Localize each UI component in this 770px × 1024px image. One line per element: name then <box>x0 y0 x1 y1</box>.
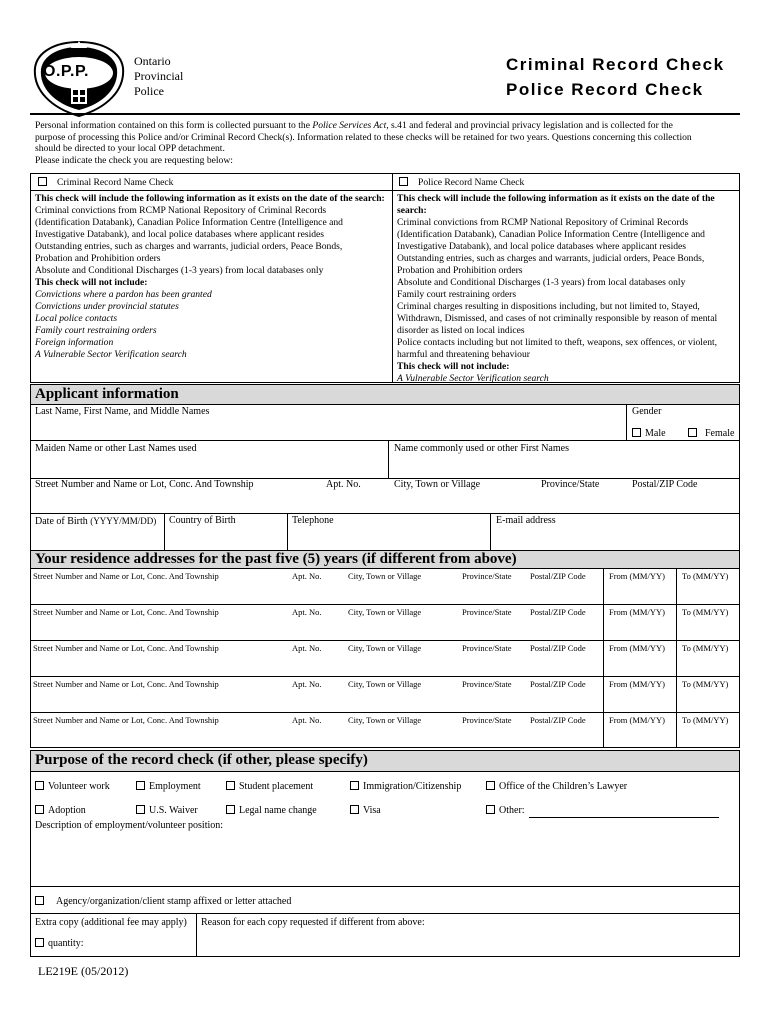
form-number: LE219E (05/2012) <box>38 964 129 978</box>
res-apt-label: Apt. No. <box>292 643 322 653</box>
residence-row-rule <box>30 604 740 605</box>
residence-col-divider <box>676 676 677 712</box>
res-city-label: City, Town or Village <box>348 715 422 725</box>
check-divider <box>392 173 393 383</box>
other-option[interactable] <box>486 805 525 817</box>
criminal-exclude-line: Family court restraining orders <box>35 325 157 336</box>
maiden-name-field[interactable] <box>33 456 383 474</box>
childrens-lawyer-label: Office of the Children’s Lawyer <box>499 781 628 792</box>
res-apt-label: Apt. No. <box>292 715 322 725</box>
residence-address-field[interactable] <box>33 655 733 673</box>
stamp-option[interactable] <box>35 896 291 908</box>
other-specify-line[interactable] <box>529 817 719 818</box>
address-field[interactable] <box>33 492 733 510</box>
dob-label-text: Date of Birth <box>35 516 91 527</box>
row-rule <box>30 513 740 514</box>
res-to-label: To (MM/YY) <box>682 607 729 617</box>
res-city-label: City, Town or Village <box>348 643 422 653</box>
privacy-text-4: Please indicate the check you are requesting below: <box>35 154 233 166</box>
student-placement-label: Student placement <box>239 781 314 792</box>
phone-divider <box>490 513 491 551</box>
criminal-include-head: This check will include the following information as it exists on the date of the search: <box>35 193 385 204</box>
childrens-lawyer-option[interactable] <box>486 781 627 793</box>
police-line: Outstanding entries, such as charges and warrants, judicial orders, Peace Bonds, <box>397 253 705 264</box>
student-placement-checkbox[interactable] <box>226 781 235 790</box>
police-line: Criminal charges resulting in dispositions including, but not limited to, Stayed, <box>397 301 700 312</box>
criminal-line: Absolute and Conditional Discharges (1-3 years) from local databases only <box>35 265 324 276</box>
dob-divider <box>164 513 165 551</box>
quantity-label: quantity: <box>48 938 84 949</box>
police-exclude-line: A Vulnerable Sector Verification search <box>397 373 549 384</box>
reason-field[interactable] <box>200 931 734 953</box>
common-name-field[interactable] <box>392 456 736 474</box>
female-checkbox[interactable] <box>688 428 697 437</box>
criminal-record-checkbox[interactable] <box>38 177 47 186</box>
res-to-label: To (MM/YY) <box>682 643 729 653</box>
privacy-notice <box>35 120 740 166</box>
legal-name-label: Legal name change <box>239 805 317 816</box>
immigration-checkbox[interactable] <box>350 781 359 790</box>
country-field[interactable] <box>167 530 284 548</box>
check-header-rule <box>30 190 740 191</box>
res-province-label: Province/State <box>462 643 512 653</box>
criminal-line: Outstanding entries, such as charges and warrants, judicial orders, Peace Bonds, <box>35 241 343 252</box>
res-from-label: From (MM/YY) <box>609 571 665 581</box>
res-postal-label: Postal/ZIP Code <box>530 607 586 617</box>
res-postal-label: Postal/ZIP Code <box>530 643 586 653</box>
name-divider <box>388 440 389 478</box>
employment-label: Employment <box>149 781 201 792</box>
residence-col-divider <box>676 604 677 640</box>
res-province-label: Province/State <box>462 679 512 689</box>
res-province-label: Province/State <box>462 715 512 725</box>
res-street-label: Street Number and Name or Lot, Conc. And Township <box>33 679 219 689</box>
org-line-2: Provincial <box>134 69 184 83</box>
criminal-exclude-line: Convictions where a pardon has been granted <box>35 289 212 300</box>
res-street-label: Street Number and Name or Lot, Conc. And Township <box>33 571 219 581</box>
postal-label: Postal/ZIP Code <box>632 479 698 490</box>
description-label: Description of employment/volunteer position: <box>35 820 224 831</box>
res-province-label: Province/State <box>462 607 512 617</box>
country-divider <box>287 513 288 551</box>
police-line: disorder as listed on local indices <box>397 325 525 336</box>
res-from-label: From (MM/YY) <box>609 607 665 617</box>
maiden-name-label: Maiden Name or other Last Names used <box>35 443 197 454</box>
residence-col-divider <box>676 712 677 748</box>
residence-col-divider <box>603 712 604 748</box>
criminal-record-label: Criminal Record Name Check <box>57 177 174 188</box>
police-exclude-head: This check will not include: <box>397 361 510 372</box>
us-waiver-label: U.S. Waiver <box>149 805 198 816</box>
extra-copy-label: Extra copy (additional fee may apply) <box>35 917 187 928</box>
applicant-heading-text: Applicant information <box>35 386 179 402</box>
residence-col-divider <box>676 640 677 676</box>
street-label: Street Number and Name or Lot, Conc. And Township <box>35 479 254 490</box>
org-line-3: Police <box>134 84 164 98</box>
criminal-line: (Identification Databank), Canadian Police Information Centre (Intelligence and <box>35 217 343 228</box>
full-name-field[interactable] <box>33 420 623 438</box>
res-to-label: To (MM/YY) <box>682 571 729 581</box>
res-postal-label: Postal/ZIP Code <box>530 715 586 725</box>
female-label: Female <box>705 428 735 439</box>
city-label: City, Town or Village <box>394 479 481 490</box>
criminal-exclude-head: This check will not include: <box>35 277 148 288</box>
quantity-option[interactable] <box>35 938 84 950</box>
police-line: Probation and Prohibition orders <box>397 265 523 276</box>
visa-label: Visa <box>363 805 381 816</box>
immigration-label: Immigration/Citizenship <box>363 781 462 792</box>
adoption-option[interactable] <box>35 805 86 817</box>
residence-address-field[interactable] <box>33 619 733 637</box>
police-check-details <box>397 193 737 385</box>
police-line: harmful and threatening behaviour <box>397 349 530 360</box>
res-street-label: Street Number and Name or Lot, Conc. And Township <box>33 607 219 617</box>
privacy-text-1b: , s.41 and federal and provincial privacy legislation and is collected for the <box>386 120 673 131</box>
us-waiver-checkbox[interactable] <box>136 805 145 814</box>
res-city-label: City, Town or Village <box>348 607 422 617</box>
stamp-label: Agency/organization/client stamp affixed or letter attached <box>56 896 292 907</box>
reason-label: Reason for each copy requested if different from above: <box>201 917 425 928</box>
volunteer-option[interactable] <box>35 781 110 793</box>
criminal-check-details <box>35 193 387 361</box>
res-street-label: Street Number and Name or Lot, Conc. And Township <box>33 643 219 653</box>
adoption-label: Adoption <box>48 805 86 816</box>
police-line: Withdrawn, Dismissed, and cases of not criminally responsible by reason of mental <box>397 313 718 324</box>
other-checkbox[interactable] <box>486 805 495 814</box>
employment-checkbox[interactable] <box>136 781 145 790</box>
residence-heading-text: Your residence addresses for the past five (5) years (if different from above) <box>35 551 517 567</box>
residence-section-heading <box>30 550 740 569</box>
police-line: (Identification Databank), Canadian Police Information Centre (Intelligence and <box>397 229 705 240</box>
criminal-exclude-line: A Vulnerable Sector Verification search <box>35 349 187 360</box>
purpose-rule <box>30 886 740 887</box>
purpose-heading-text: Purpose of the record check (if other, please specify) <box>35 752 368 768</box>
logo-text: O.P.P. <box>43 63 89 80</box>
privacy-text-2: purpose of processing this Police and/or Criminal Record Check(s). Information related to these checks will be retained for two years. Questions concerning this collection <box>35 131 692 143</box>
header-rule <box>30 113 740 115</box>
residence-col-divider <box>603 640 604 676</box>
adoption-checkbox[interactable] <box>35 805 44 814</box>
male-checkbox[interactable] <box>632 428 641 437</box>
visa-checkbox[interactable] <box>350 805 359 814</box>
residence-address-field[interactable] <box>33 727 733 745</box>
res-apt-label: Apt. No. <box>292 607 322 617</box>
res-from-label: From (MM/YY) <box>609 715 665 725</box>
email-field[interactable] <box>493 530 737 548</box>
res-postal-label: Postal/ZIP Code <box>530 679 586 689</box>
privacy-text-1a: Personal information contained on this form is collected pursuant to the <box>35 120 313 131</box>
title-police-record-check: Police Record Check <box>506 80 704 99</box>
gender-label: Gender <box>632 406 662 417</box>
police-line: Absolute and Conditional Discharges (1-3 years) from local databases only <box>397 277 686 288</box>
childrens-lawyer-checkbox[interactable] <box>486 781 495 790</box>
residence-col-divider <box>603 676 604 712</box>
res-from-label: From (MM/YY) <box>609 643 665 653</box>
quantity-checkbox[interactable] <box>35 938 44 947</box>
criminal-line: Investigative Databank), and local police databases where applicant resides <box>35 229 325 240</box>
telephone-field[interactable] <box>290 530 487 548</box>
male-label: Male <box>645 428 666 439</box>
extra-copy-divider <box>196 913 197 957</box>
residence-col-divider <box>603 604 604 640</box>
purpose-section-heading <box>30 750 740 772</box>
criminal-exclude-line: Local police contacts <box>35 313 118 324</box>
res-to-label: To (MM/YY) <box>682 715 729 725</box>
immigration-option[interactable] <box>350 781 461 793</box>
criminal-record-check-option[interactable] <box>38 177 173 189</box>
police-services-act: Police Services Act <box>312 120 387 131</box>
residence-col-divider <box>603 568 604 604</box>
telephone-label: Telephone <box>292 515 334 526</box>
residence-row-rule <box>30 640 740 641</box>
visa-option[interactable] <box>350 805 381 817</box>
org-line-1: Ontario <box>134 54 171 68</box>
res-street-label: Street Number and Name or Lot, Conc. And Township <box>33 715 219 725</box>
gender-male-option[interactable] <box>632 428 666 440</box>
criminal-exclude-line: Convictions under provincial statutes <box>35 301 179 312</box>
legal-name-checkbox[interactable] <box>226 805 235 814</box>
res-apt-label: Apt. No. <box>292 679 322 689</box>
gender-female-option[interactable] <box>688 428 734 440</box>
gender-divider <box>626 404 627 440</box>
police-line: Family court restraining orders <box>397 289 517 300</box>
common-name-label: Name commonly used or other First Names <box>394 443 569 454</box>
apt-label: Apt. No. <box>326 479 361 490</box>
employment-option[interactable] <box>136 781 201 793</box>
criminal-line: Criminal convictions from RCMP National Repository of Criminal Records <box>35 205 327 216</box>
description-field[interactable] <box>33 834 733 882</box>
police-include-head: This check will include the following information as it exists on the date of the search: <box>397 193 715 216</box>
res-to-label: To (MM/YY) <box>682 679 729 689</box>
res-city-label: City, Town or Village <box>348 679 422 689</box>
other-label: Other: <box>499 805 525 816</box>
email-label: E-mail address <box>496 515 556 526</box>
dob-label <box>35 515 156 528</box>
res-apt-label: Apt. No. <box>292 571 322 581</box>
police-line: Criminal convictions from RCMP National Repository of Criminal Records <box>397 217 689 228</box>
residence-address-field[interactable] <box>33 583 733 601</box>
country-of-birth-label: Country of Birth <box>169 515 236 526</box>
res-postal-label: Postal/ZIP Code <box>530 571 586 581</box>
privacy-text-3: should be directed to your local OPP detachment. <box>35 143 225 154</box>
province-label: Province/State <box>541 479 600 490</box>
residence-row-rule <box>30 676 740 677</box>
us-waiver-option[interactable] <box>136 805 198 817</box>
legal-name-change-option[interactable] <box>226 805 317 817</box>
police-line: Police contacts including but not limited to theft, weapons, sex offences, or violent, <box>397 337 718 348</box>
residence-row-rule <box>30 712 740 713</box>
title-criminal-record-check: Criminal Record Check <box>506 55 725 74</box>
volunteer-label: Volunteer work <box>48 781 110 792</box>
res-province-label: Province/State <box>462 571 512 581</box>
purpose-rule <box>30 913 740 914</box>
applicant-section-heading <box>30 384 740 405</box>
volunteer-checkbox[interactable] <box>35 781 44 790</box>
residence-col-divider <box>676 568 677 604</box>
residence-address-field[interactable] <box>33 691 733 709</box>
dob-format: (YYYY/MM/DD) <box>90 516 157 526</box>
res-from-label: From (MM/YY) <box>609 679 665 689</box>
police-line: Investigative Databank), and local police databases where applicant resides <box>397 241 687 252</box>
stamp-checkbox[interactable] <box>35 896 44 905</box>
police-record-checkbox[interactable] <box>399 177 408 186</box>
dob-field[interactable] <box>33 530 161 548</box>
police-record-label: Police Record Name Check <box>418 177 525 188</box>
criminal-line: Probation and Prohibition orders <box>35 253 161 264</box>
criminal-exclude-line: Foreign information <box>35 337 114 348</box>
row-rule <box>30 440 740 441</box>
full-name-label: Last Name, First Name, and Middle Names <box>35 406 210 417</box>
student-placement-option[interactable] <box>226 781 313 793</box>
police-record-check-option[interactable] <box>399 177 524 189</box>
org-name <box>134 54 183 99</box>
res-city-label: City, Town or Village <box>348 571 422 581</box>
